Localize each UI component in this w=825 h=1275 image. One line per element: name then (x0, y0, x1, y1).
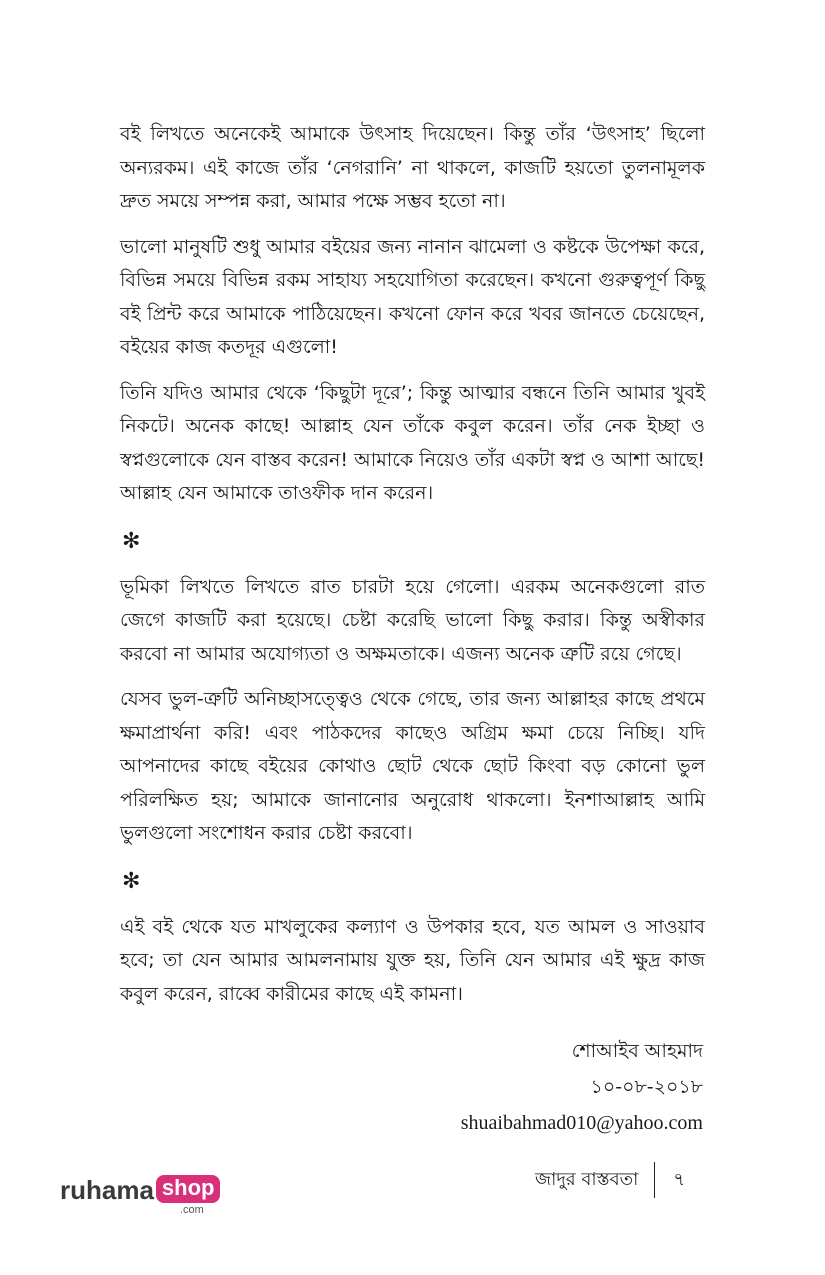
paragraph: যেসব ভুল-ত্রুটি অনিচ্ছাসত্ত্বেও থেকে গেছে, তার জন্য আল্লাহর কাছে প্রথমে ক্ষমাপ্রার্থনা করি! এবং পাঠকদের কাছেও অগ্রিম ক্ষমা চেয়ে নিচ্ছি। যদি আপনাদের কাছে বইয়ের কোথাও ছোট থেকে ছোট কিংবা বড় কোনো ভুল পরিলক্ষিত হয়; আমাকে জানানোর অনুরোধ থাকলো। ইনশাআল্লাহ আমি ভুলগুলো সংশোধন করার চেষ্টা করবো। (120, 688, 705, 844)
signature-date: ১০-০৮-২০১৮ (590, 1076, 703, 1098)
paragraph: ভূমিকা লিখতে লিখতে রাত চারটা হয়ে গেলো। এরকম অনেকগুলো রাত জেগে কাজটি করা হয়েছে। চেষ্টা করেছি ভালো কিছু করার। কিন্তু অস্বীকার করবো না আমার অযোগ্যতা ও অক্ষমতাকে। এজন্য অনেক ত্রুটি রয়ে গেছে। (120, 575, 705, 665)
author-email: shuaibahmad010@yahoo.com (460, 1112, 703, 1134)
logo-badge-text: shop (156, 1175, 221, 1203)
main-text (120, 118, 705, 1023)
logo-suffix: .com (179, 1204, 204, 1216)
paragraph: বই লিখতে অনেকেই আমাকে উৎসাহ দিয়েছেন। কিন্তু তাঁর ‘উৎসাহ’ ছিলো অন্যরকম। এই কাজে তাঁর ‘নেগরানি’ না থাকলে, কাজটি হয়তো তুলনামূলক দ্রুত সময়ে সম্পন্ন করা, আমার পক্ষে সম্ভব হতো না। (120, 123, 705, 212)
section-separator: ✻ (122, 528, 141, 554)
logo-text: ruhama (60, 1175, 154, 1205)
page-footer (535, 1162, 685, 1198)
signature-block (461, 1033, 703, 1141)
running-title: জাদুর বাস্তবতা (535, 1168, 639, 1190)
paragraph: এই বই থেকে যত মাখলুকের কল্যাণ ও উপকার হবে, যত আমল ও সাওয়াব হবে; তা যেন আমার আমলনামায় যুক্ত হয়, তিনি যেন আমার এই ক্ষুদ্র কাজ কবুল করেন, রাব্বে কারীমের কাছে এই কামনা। (120, 915, 705, 1005)
ruhamashop-logo (60, 1175, 220, 1216)
page-number: ৭ (673, 1168, 686, 1190)
author-name: শোআইব আহমাদ (571, 1040, 703, 1062)
logo-badge (156, 1175, 221, 1216)
section-separator: ✻ (122, 868, 141, 894)
footer-divider (654, 1162, 655, 1198)
paragraph: তিনি যদিও আমার থেকে ‘কিছুটা দূরে’; কিন্তু আত্মার বন্ধনে তিনি আমার খুবই নিকটে। অনেক কাছে! আল্লাহ যেন তাঁকে কবুল করেন। তাঁর নেক ইচ্ছা ও স্বপ্নগুলোকে যেন বাস্তব করেন! আমাকে নিয়েও তাঁর একটা স্বপ্ন ও আশা আছে! আল্লাহ যেন আমাকে তাওফীক দান করেন। (120, 381, 705, 504)
paragraph: ভালো মানুষটি শুধু আমার বইয়ের জন্য নানান ঝামেলা ও কষ্টকে উপেক্ষা করে, বিভিন্ন সময়ে বিভিন্ন রকম সাহায্য সহযোগিতা করেছেন। কখনো গুরুত্বপূর্ণ কিছু বই প্রিন্ট করে আমাকে পাঠিয়েছেন। কখনো ফোন করে খবর জানতে চেয়েছেন, বইয়ের কাজ কতদূর এগুলো! (120, 235, 705, 358)
